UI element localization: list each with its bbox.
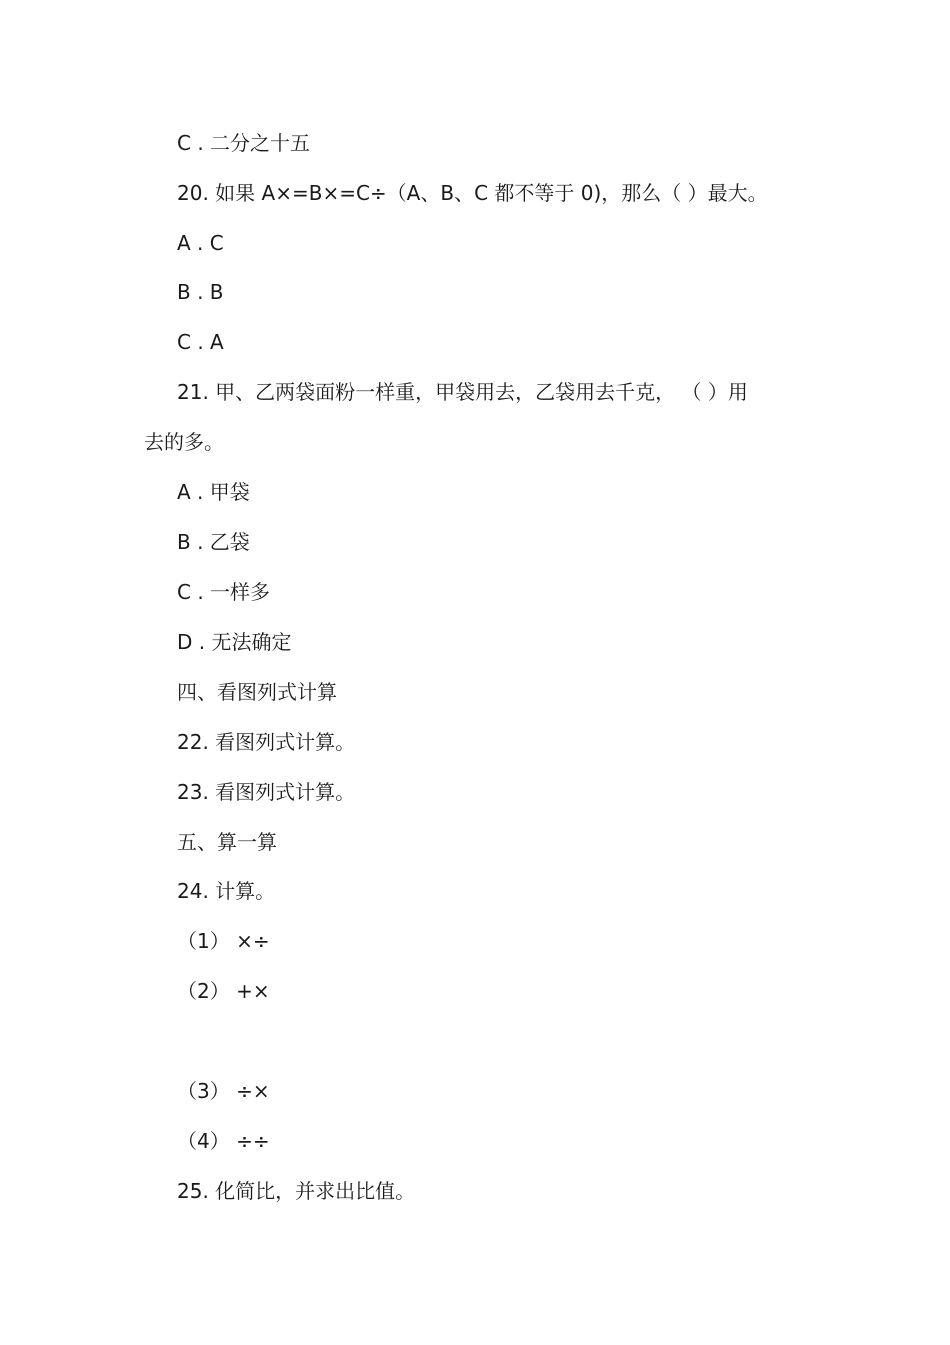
question-25: 25. 化简比，并求出比值。 bbox=[177, 1179, 416, 1203]
option-a-q21: A . 甲袋 bbox=[177, 480, 250, 504]
question-21-cont: 去的多。 bbox=[144, 430, 224, 454]
q24-item-4: （4） ÷÷ bbox=[177, 1129, 270, 1153]
option-b-q20: B . B bbox=[177, 280, 224, 304]
q24-item-1: （1） ×÷ bbox=[177, 929, 270, 953]
option-a-q20: A . C bbox=[177, 231, 224, 255]
option-c-q20: C . A bbox=[177, 330, 224, 354]
question-20: 20. 如果 A×=B×=C÷（A、B、C 都不等于 0)，那么（ ）最大。 bbox=[177, 181, 768, 205]
option-b-q21: B . 乙袋 bbox=[177, 530, 250, 554]
question-23: 23. 看图列式计算。 bbox=[177, 780, 356, 804]
section-4-heading: 四、看图列式计算 bbox=[177, 680, 337, 704]
question-22: 22. 看图列式计算。 bbox=[177, 730, 356, 754]
question-21: 21. 甲、乙两袋面粉一样重，甲袋用去，乙袋用去千克， （ ）用 bbox=[177, 380, 748, 404]
option-c-q21: C . 一样多 bbox=[177, 580, 271, 604]
section-5-heading: 五、算一算 bbox=[177, 830, 277, 854]
question-24: 24. 计算。 bbox=[177, 879, 276, 903]
q24-item-3: （3） ÷× bbox=[177, 1079, 270, 1103]
option-d-q21: D . 无法确定 bbox=[177, 630, 292, 654]
option-c-q19: C . 二分之十五 bbox=[177, 131, 311, 155]
q24-item-2: （2） +× bbox=[177, 979, 270, 1003]
